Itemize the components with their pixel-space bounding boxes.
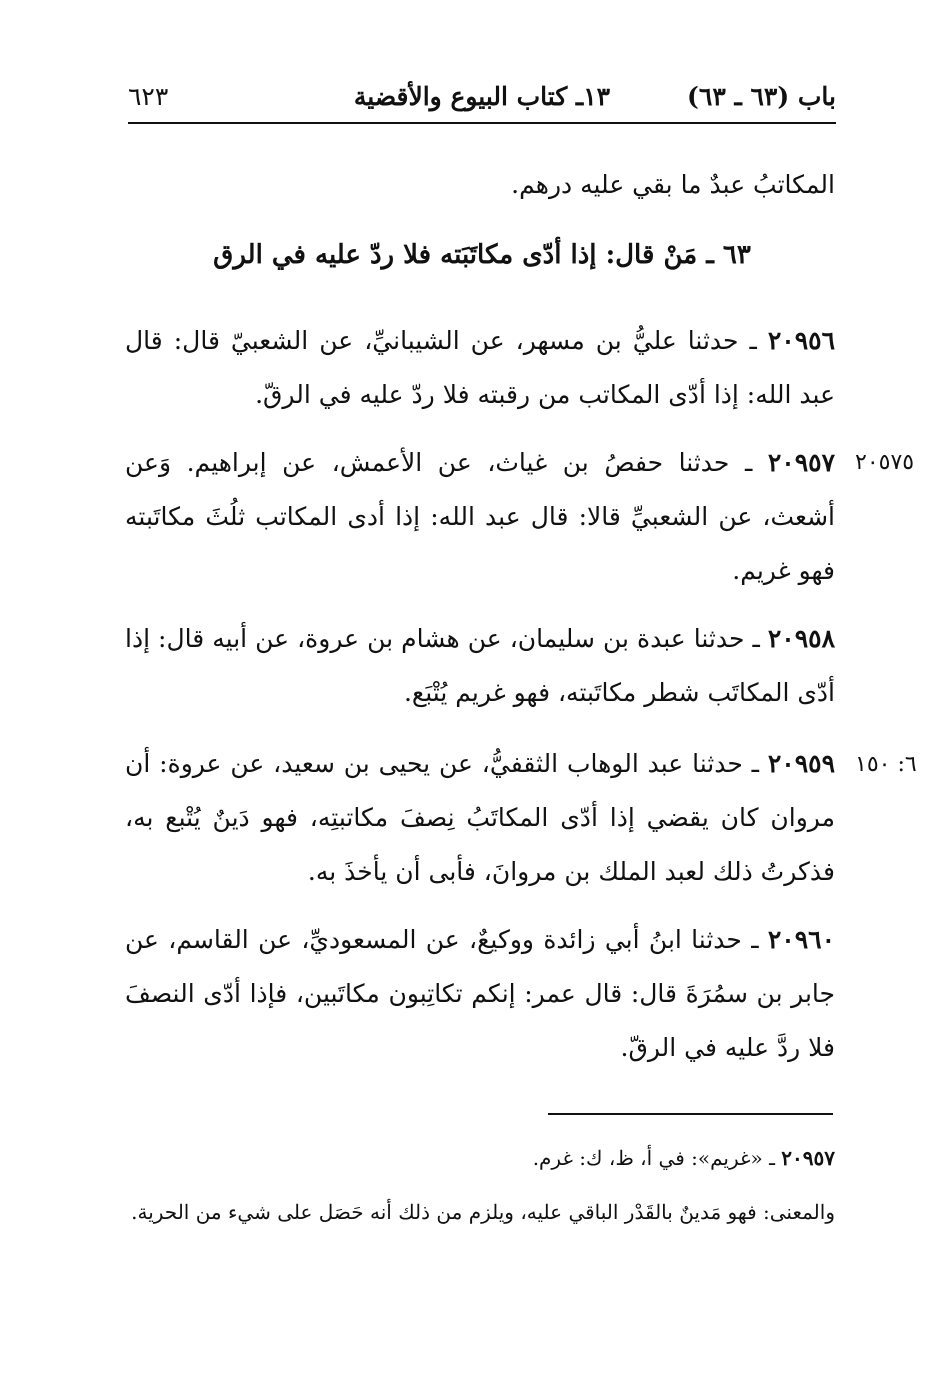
page-header bbox=[128, 78, 836, 124]
hadith-number: ٢٠٩٦٠ bbox=[767, 925, 835, 954]
chapter-reference: باب (٦٣ ـ ٦٣) bbox=[687, 82, 836, 111]
section-title: ٦٣ ـ مَنْ قال: إذا أدّى مكاتَبَته فلا ردّ عليه في الرق bbox=[213, 240, 751, 270]
hadith-number: ٢٠٩٥٦ bbox=[767, 326, 835, 355]
footnote-2: والمعنى: فهو مَدينٌ بالقَدْر الباقي عليه، ويلزم من ذلك أنه حَصَل على شيء من الحرية. bbox=[131, 1200, 835, 1224]
hadith-number: ٢٠٩٥٧ bbox=[767, 448, 835, 477]
hadith-text: ـ حدثنا حفصُ بن غياث، عن الأعمش، عن إبراهيم. وَعن أشعث، عن الشعبيِّ قالا: قال عبد الله: إذا أدى المكاتب ثلُثَ مكاتَبته فهو غريم. bbox=[125, 448, 835, 585]
hadith-20958 bbox=[125, 612, 835, 720]
page-number: ٦٢٣ bbox=[128, 82, 169, 111]
hadith-20959 bbox=[125, 737, 835, 899]
hadith-number: ٢٠٩٥٨ bbox=[767, 624, 835, 653]
footnote-text: ـ «غريم»: في أ، ظ، ك: غرم. bbox=[532, 1146, 782, 1170]
hadith-text: ـ حدثنا عبد الوهاب الثقفيُّ، عن يحيى بن سعيد، عن عروة: أن مروان كان يقضي إذا أدّى المكاتَبُ نِصفَ مكاتبتِه، فهو دَينٌ يُتْبع به، فذكرتُ ذلك لعبد الملك بن مروانَ، فأبى أن يأخذَ به. bbox=[125, 749, 835, 886]
hadith-number: ٢٠٩٥٩ bbox=[767, 749, 835, 778]
hadith-text: ـ حدثنا عبدة بن سليمان، عن هشام بن عروة، عن أبيه قال: إذا أدّى المكاتَب شطر مكاتَبته، فهو غريم يُتْبَع. bbox=[125, 624, 835, 707]
footnote-number: ٢٠٩٥٧ bbox=[781, 1146, 835, 1170]
hadith-text: ـ حدثنا عليُّ بن مسهر، عن الشيبانيِّ، عن الشعبيّ قال: قال عبد الله: إذا أدّى المكاتب من رقبته فلا ردّ عليه في الرقّ. bbox=[125, 326, 835, 409]
margin-reference: ٦: ١٥٠ bbox=[855, 752, 917, 777]
margin-reference: ٢٠٥٧٥ bbox=[855, 450, 915, 475]
intro-text: المكاتبُ عبدٌ ما بقي عليه درهم. bbox=[511, 170, 835, 199]
hadith-20956 bbox=[125, 314, 835, 422]
footnote-1 bbox=[125, 1133, 835, 1183]
hadith-20957 bbox=[125, 436, 835, 598]
footnote-divider bbox=[548, 1113, 833, 1115]
hadith-text: ـ حدثنا ابنُ أبي زائدة ووكيعٌ، عن المسعوديِّ، عن القاسم، عن جابر بن سمُرَةَ قال: قال عمر: إنكم تكاتِبون مكاتَبين، فإذا أدّى النصفَ فلا ردَّ عليه في الرقّ. bbox=[125, 925, 835, 1062]
hadith-20960 bbox=[125, 913, 835, 1075]
book-title: ١٣ـ كتاب البيوع والأقضية bbox=[353, 82, 611, 111]
